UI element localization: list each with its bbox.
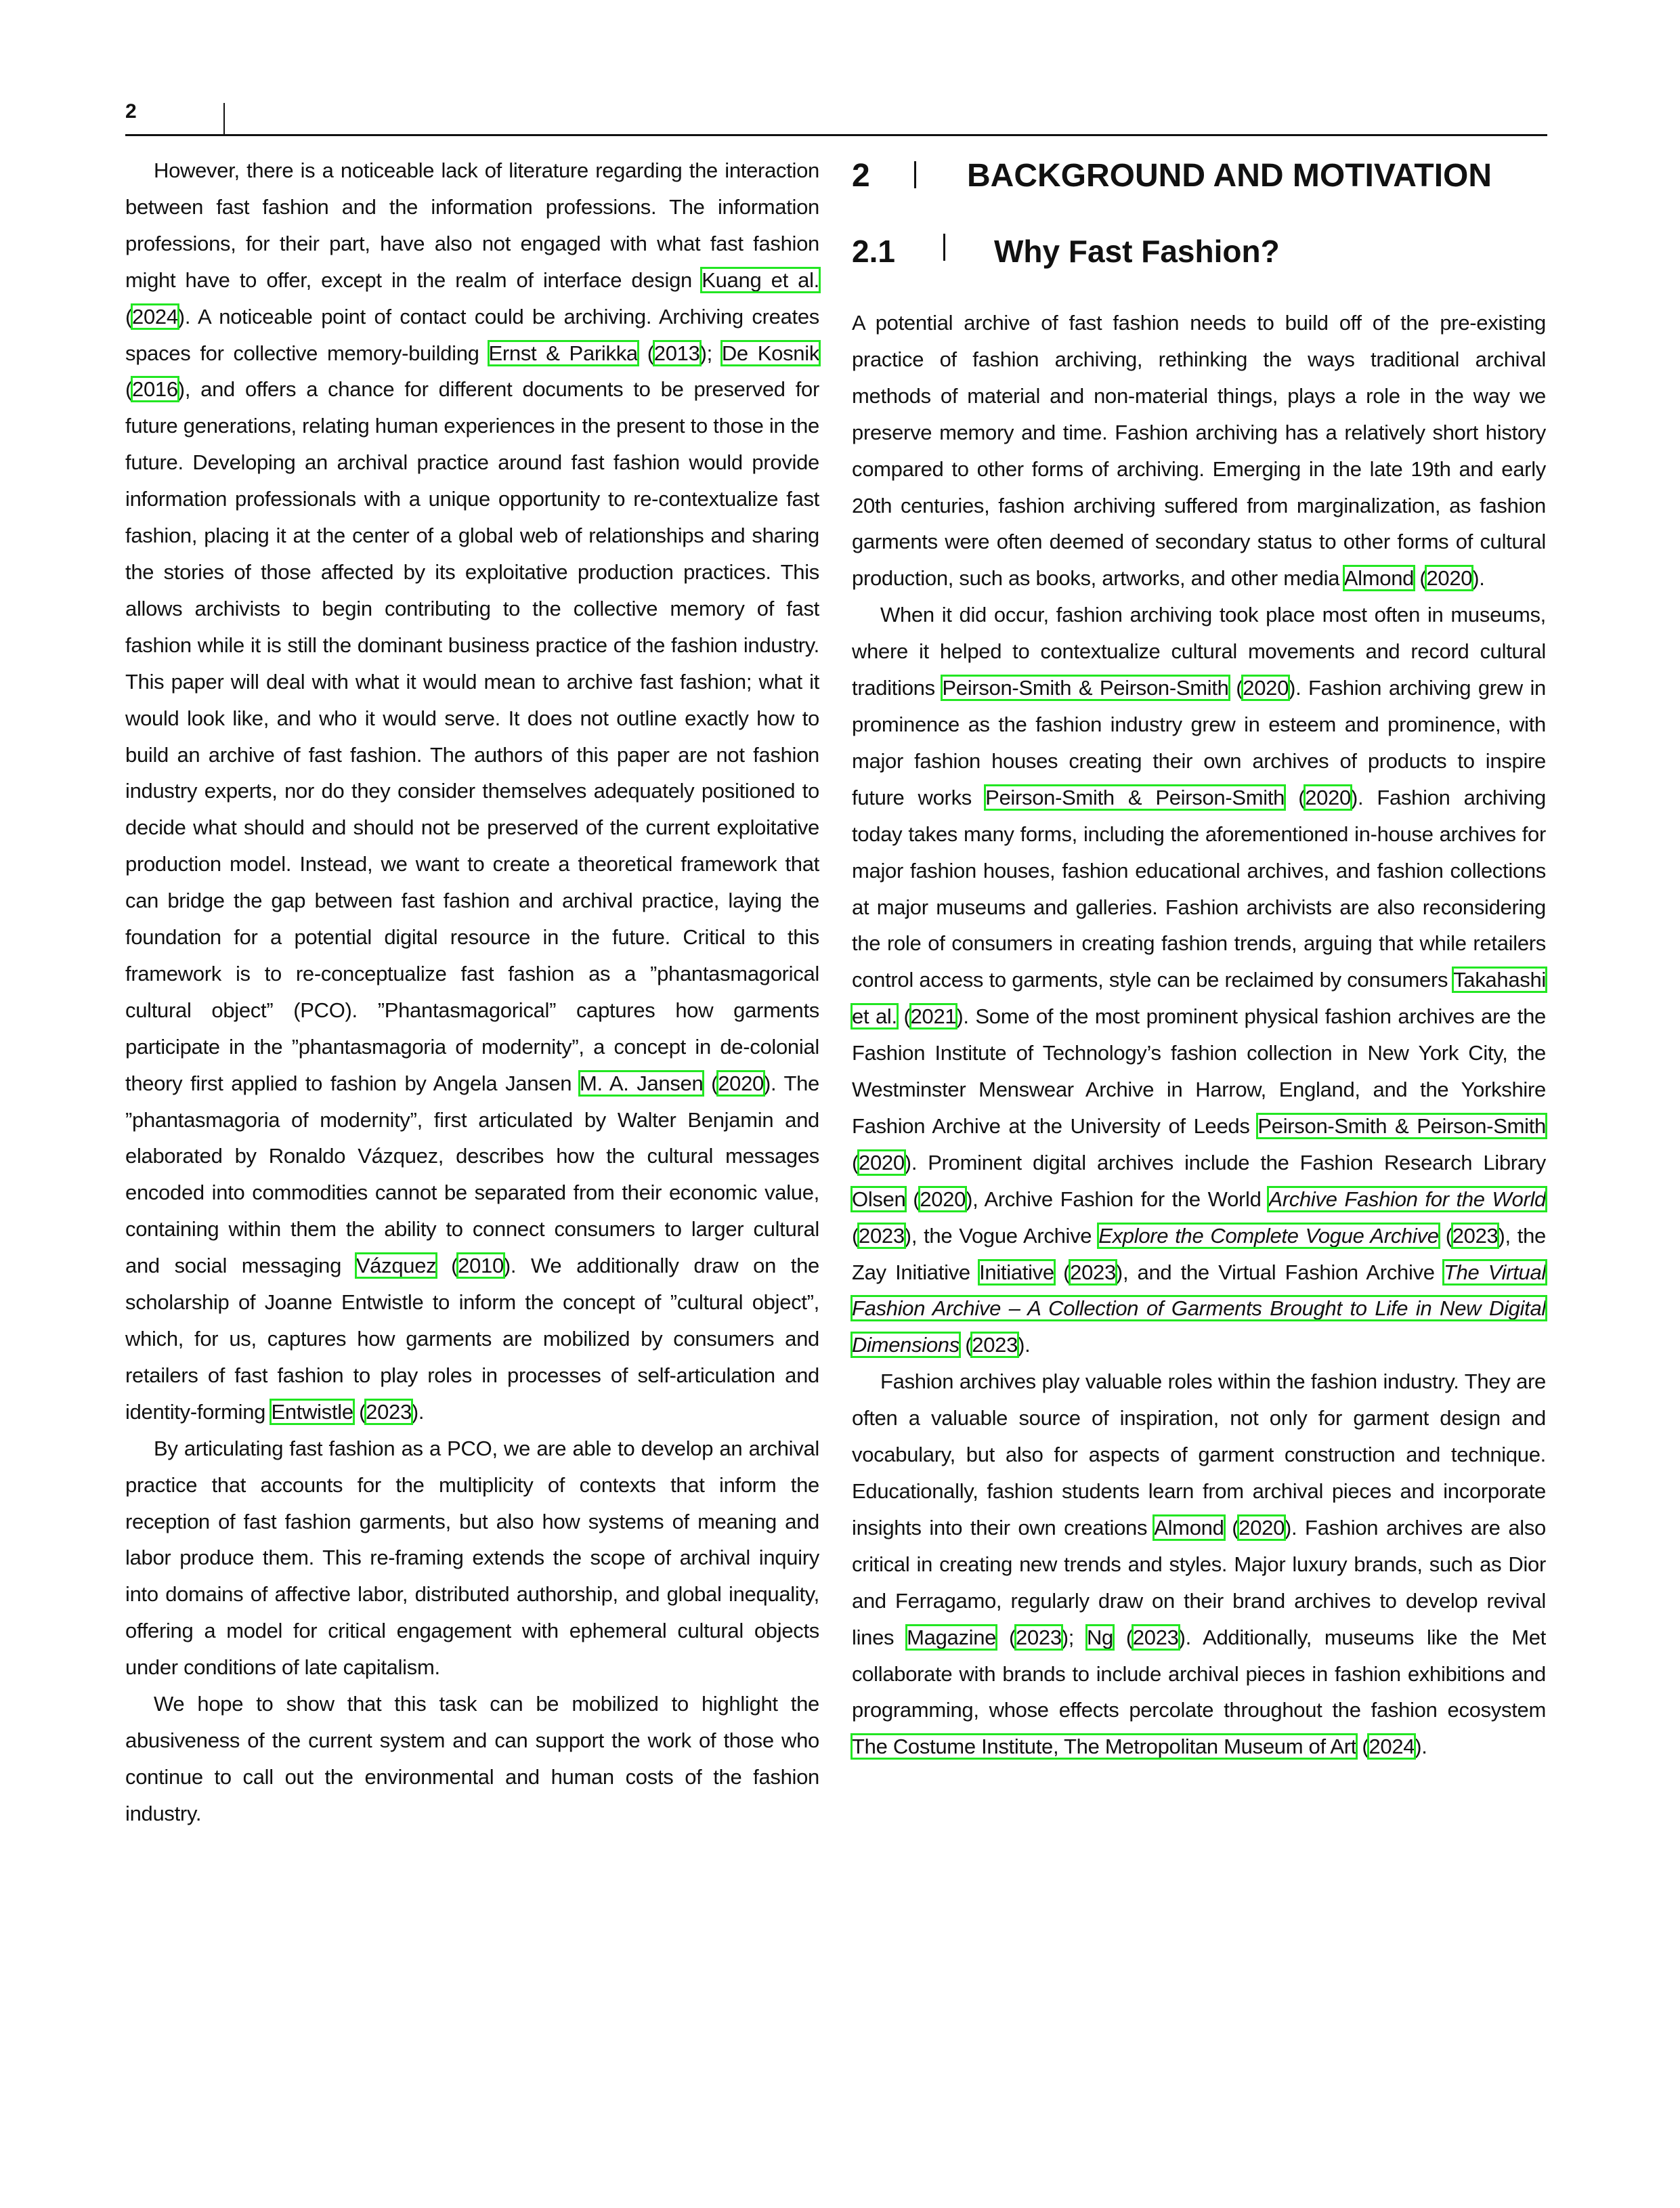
citation-link[interactable]: De Kosnik [721,341,820,365]
header-rule [125,134,1547,136]
paragraph-text: ). [1415,1735,1427,1759]
citation-link[interactable]: M. A. Jansen [579,1071,704,1095]
citation-link[interactable]: Peirson-Smith & Peirson-Smith [1257,1113,1546,1138]
paragraph-text: ( [996,1625,1016,1649]
paragraph [852,305,1546,597]
citation-link[interactable]: Initiative [979,1260,1054,1284]
paragraph-text: ). We additionally draw on the scholarship of Joanne Entwistle to inform the concept of ”cultural object”, which, for us, captures how garments are mobilized by consumers and retailers of fast fashion to play roles in processes of self-articulation and identity-forming [125,1254,819,1424]
paragraph [125,1686,819,1832]
paragraph-text: ( [1224,1515,1239,1540]
citation-link[interactable]: The Costume Institute, The Metropolitan Museum of Art [852,1735,1357,1759]
paragraph-text: ). A noticeable point of contact could be archiving. Archiving creates spaces for collective memory-building [125,304,819,365]
paragraph-text: ), Archive Fashion for the World [966,1187,1269,1211]
paragraph [852,1363,1546,1765]
paragraph-text: ). [411,1399,425,1424]
paragraph-text: ( [1285,785,1306,809]
citation-link[interactable]: 2020 [1305,785,1351,809]
paragraph-text: ), the Zay Initiative [852,1223,1546,1284]
paragraph-text: ( [1356,1735,1369,1759]
citation-link[interactable]: 2021 [910,1004,957,1029]
citation-link[interactable]: Archive Fashion for the World [1268,1187,1546,1211]
right-column [852,305,1546,1765]
paragraph [852,597,1546,1363]
paragraph-text: We hope to show that this task can be mobilized to highlight the abusiveness of the current system and can support the work of those who continue to call out the environmental and human costs of the fashion industry. [125,1692,819,1825]
citation-link[interactable]: Vázquez [356,1254,437,1278]
paragraph-text: ( [703,1071,718,1095]
paragraph-text: When it did occur, fashion archiving took place most often in museums, where it helped to contextualize cultural movements and record cultural traditions [852,603,1546,700]
paragraph-text: ), and offers a chance for different documents to be preserved for future generations, relating human experiences in the present to those in the future. Developing an archival practice around fast fashion would provide information professionals with a unique opportunity to re-contextualize fast fashion, placing it at the center of a global web of relationships and sharing the stories of those affected by its exploitative production practices. This allows archivists to begin contributing to the collective memory of fast fashion while it is still the dominant business practice of the fashion industry. This paper will deal with what it would mean to archive fast fashion; what it would look like, and who it would serve. It does not outline exactly how to build an archive of fast fashion. The authors of this paper are not fashion industry experts, nor do they consider themselves adequately positioned to decide what should and should not be preserved of the current exploitative production model. Instead, we want to create a theoretical framework that can bridge the gap between fast fashion and archival practice, laying the foundation for a potential digital resource in the future. Critical to this framework is to re-conceptualize fast fashion as a ”phantasmagorical cultural object” (PCO). ”Phantasmagorical” captures how garments participate in the ”phantasmagoria of modernity”, a concept in de-colonial theory first applied to fashion by Angela Jansen [125,377,819,1095]
citation-link[interactable]: Ernst & Parikka [488,341,638,365]
paragraph-text: ( [959,1333,972,1357]
paragraph-text: ). Fashion archives are also critical in creating new trends and styles. Major luxury brands, such as Dior and Ferragamo, regularly draw on their brand archives to develop revival lines [852,1515,1546,1649]
citation-link[interactable]: 2013 [653,341,700,365]
citation-link[interactable]: 2016 [132,377,178,402]
paragraph-text: A potential archive of fast fashion needs to build off of the pre-existing practice of fashion archiving, rethinking the ways traditional archival methods of material and non-material things, plays a role in the way we preserve memory and time. Fashion archiving has a relatively short history compared to other forms of archiving. Emerging in the late 19th and early 20th centuries, fashion archiving suffered from marginalization, as fashion garments were often deemed of secondary status to other forms of cultural production, such as books, artworks, and other media [852,311,1546,591]
citation-link[interactable]: 2020 [859,1150,905,1174]
citation-link[interactable]: 2010 [458,1254,504,1278]
citation-link[interactable]: Almond [1154,1515,1224,1540]
citation-link[interactable]: 2024 [1369,1735,1415,1759]
citation-link[interactable]: 2020 [1239,1515,1285,1540]
citation-link[interactable]: Entwistle [271,1399,353,1424]
paragraph-text: ( [905,1187,920,1211]
citation-link[interactable]: 2023 [1132,1625,1179,1649]
citation-link[interactable]: 2020 [1243,676,1289,700]
citation-link[interactable]: Takahashi et al. [852,968,1546,1029]
paragraph-text: ( [353,1399,366,1424]
paragraph-text: ). The ”phantasmagoria of modernity”, first articulated by Walter Benjamin and elaborated by Ronaldo Vázquez, describes how the cultural messages encoded into commodities cannot be separated from their economic value, containing within them the ability to connect consumers to larger cultural and social messaging [125,1071,819,1278]
paragraph-text: ( [125,304,133,328]
citation-link[interactable]: The Virtual Fashion Archive – A Collection of Garments Brought to Life in New Digital Dimensions [852,1260,1547,1357]
subsection-number: 2.1 [852,234,895,269]
paragraph-text: ( [852,1150,859,1174]
citation-link[interactable]: Kuang et al. [702,268,819,292]
citation-link[interactable]: Magazine [907,1625,997,1649]
section-number: 2 [852,158,870,194]
paragraph-text: ). Prominent digital archives include the Fashion Research Library [904,1150,1546,1174]
citation-link[interactable]: 2023 [1016,1625,1062,1649]
paragraph-text: Fashion archives play valuable roles within the fashion industry. They are often a valuable source of inspiration, not only for garment design and vocabulary, but also for aspects of garment construction and technique. Educationally, fashion students learn from archival pieces and incorporate insights into their own creations [852,1370,1546,1540]
section-title: BACKGROUND AND MOTIVATION [967,158,1492,194]
paragraph-text: ); [699,341,722,365]
paragraph-text: ). [1472,566,1485,591]
citation-link[interactable]: 2023 [1070,1260,1116,1284]
citation-link[interactable]: 2023 [1452,1223,1499,1248]
paragraph-text: ( [436,1254,458,1278]
citation-link[interactable]: Peirson-Smith & Peirson-Smith [942,676,1229,700]
citation-link[interactable]: 2024 [132,304,178,328]
subsection-divider [943,234,945,261]
paragraph-text: ( [125,377,133,402]
citation-link[interactable]: Olsen [852,1187,906,1211]
citation-link[interactable]: 2023 [972,1333,1018,1357]
paragraph-text: ). Some of the most prominent physical fashion archives are the Fashion Institute of Technology’s fashion collection in New York City, the Westminster Menswear Archive in Harrow, England, and the Yorkshire Fashion Archive at the University of Leeds [852,1004,1546,1138]
paragraph-text: ( [1054,1260,1071,1284]
paragraph-text: By articulating fast fashion as a PCO, we are able to develop an archival practice that accounts for the multiplicity of contexts that inform the reception of fast fashion garments, but also how systems of meaning and labor produce them. This re-framing extends the scope of archival inquiry into domains of affective labor, distributed authorship, and global inequality, offering a model for critical engagement with ephemeral cultural objects under conditions of late capitalism. [125,1436,819,1680]
section-divider [914,161,916,188]
paragraph-text: ). Fashion archiving today takes many forms, including the aforementioned in-house archives for major fashion houses, fashion educational archives, and fashion collections at major museums and galleries. Fashion archivists are also reconsidering the role of consumers in creating fashion trends, arguing that while retailers control access to garments, style can be reclaimed by consumers [852,785,1546,992]
header-divider [223,103,225,134]
paragraph-text: ). Fashion archiving grew in prominence as the fashion industry grew in esteem and prominence, with major fashion houses creating their own archives of products to inspire future works [852,676,1546,809]
left-column [125,152,819,1832]
citation-link[interactable]: Almond [1343,566,1415,591]
paragraph-text: However, there is a noticeable lack of literature regarding the interaction between fast fashion and the information professions. The information professions, for their part, have also not engaged with what fast fashion might have to offer, except in the realm of interface design [125,158,819,292]
citation-link[interactable]: 2023 [859,1223,905,1248]
paragraph-text: ). Additionally, museums like the Met collaborate with brands to include archival pieces in fashion exhibitions and programming, whose effects percolate throughout the fashion ecosystem [852,1625,1546,1722]
paragraph-text: ); [1061,1625,1087,1649]
paragraph-text: ( [1414,566,1427,591]
paragraph-text: ), the Vogue Archive [904,1223,1099,1248]
citation-link[interactable]: 2020 [920,1187,966,1211]
paragraph-text: ( [852,1223,859,1248]
citation-link[interactable]: Peirson-Smith & Peirson-Smith [985,785,1285,809]
citation-link[interactable]: 2023 [366,1399,412,1424]
paragraph-text: ( [1228,676,1243,700]
paragraph-text: ( [637,341,654,365]
paragraph-text: ( [897,1004,911,1029]
paragraph [125,152,819,1430]
citation-link[interactable]: Explore the Complete Vogue Archive [1098,1223,1439,1248]
citation-link[interactable]: Ng [1086,1625,1113,1649]
paragraph [125,1430,819,1686]
paragraph-text: ( [1113,1625,1133,1649]
citation-link[interactable]: 2020 [718,1071,764,1095]
subsection-title: Why Fast Fashion? [994,234,1280,269]
citation-link[interactable]: 2020 [1426,566,1473,591]
paragraph-text: ), and the Virtual Fashion Archive [1115,1260,1444,1284]
paragraph-text: ). [1018,1333,1031,1357]
paragraph-text: ( [1438,1223,1452,1248]
page-number: 2 [125,100,137,123]
